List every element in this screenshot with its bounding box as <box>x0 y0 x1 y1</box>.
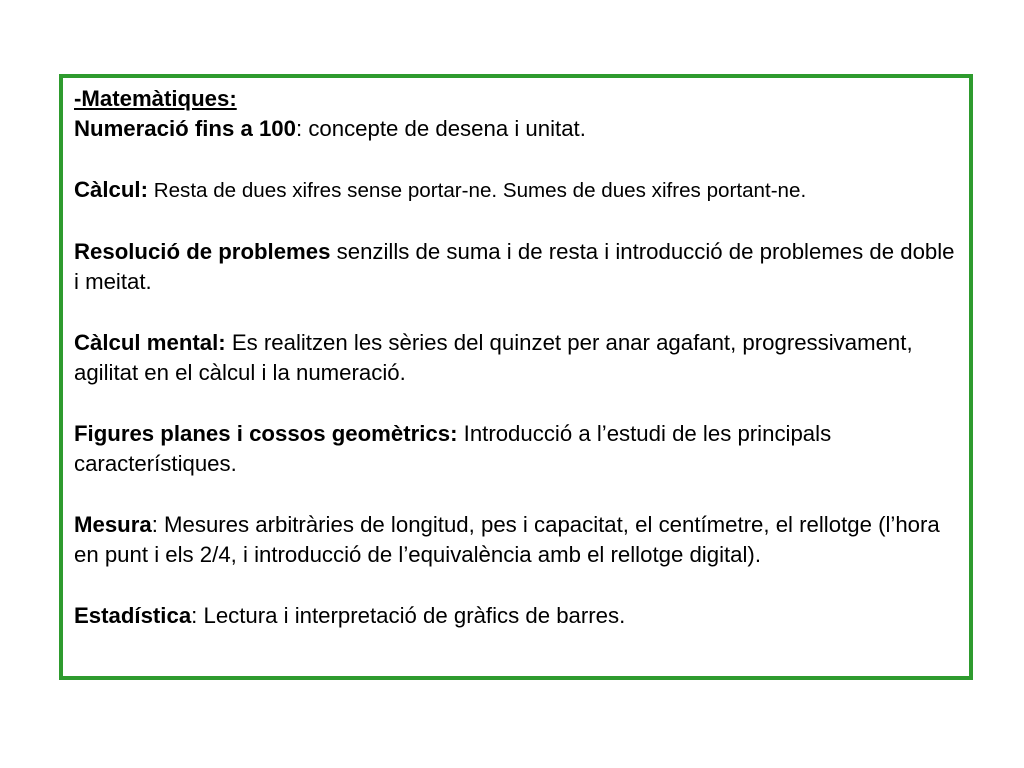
term-resolucio: Resolució de problemes <box>74 239 331 264</box>
term-mesura: Mesura <box>74 512 152 537</box>
term-figures: Figures planes i cossos geomètrics: <box>74 421 458 446</box>
paragraph-resolucio <box>74 237 961 297</box>
text-mesura: : Mesures arbitràries de longitud, pes i capacitat, el centímetre, el rellotge (l’hora en punt i els 2/4, i introducció de l’equivalència amb el rellotge digital). <box>74 512 940 567</box>
term-estadistica: Estadística <box>74 603 192 628</box>
content-body <box>74 84 961 631</box>
text-estadistica: : Lectura i interpretació de gràfics de barres. <box>191 603 626 628</box>
text-calcul: Resta de dues xifres sense portar-ne. Sumes de dues xifres portant-ne. <box>147 179 807 202</box>
paragraph-calcul-mental <box>74 328 961 388</box>
paragraph-mesura <box>74 510 961 570</box>
text-calcul-mental: Es realitzen les sèries del quinzet per anar agafant, progressivament, agilitat en el càlcul i la numeració. <box>74 330 913 385</box>
content-frame <box>59 74 973 680</box>
term-numeracio: Numeració fins a 100 <box>74 116 296 141</box>
text-resolucio: senzills de suma i de resta i introducció de problemes de doble i meitat. <box>74 239 955 294</box>
text-numeracio: : concepte de desena i unitat. <box>295 116 586 141</box>
paragraph-estadistica <box>74 601 961 631</box>
paragraph-figures <box>74 419 961 479</box>
paragraph-numeracio <box>74 114 961 144</box>
paragraph-calcul <box>74 175 961 206</box>
text-figures: Introducció a l’estudi de les principals característiques. <box>74 421 832 476</box>
term-calcul: Càlcul: <box>74 177 148 202</box>
section-heading: -Matemàtiques: <box>74 86 237 111</box>
term-calcul-mental: Càlcul mental: <box>74 330 226 355</box>
